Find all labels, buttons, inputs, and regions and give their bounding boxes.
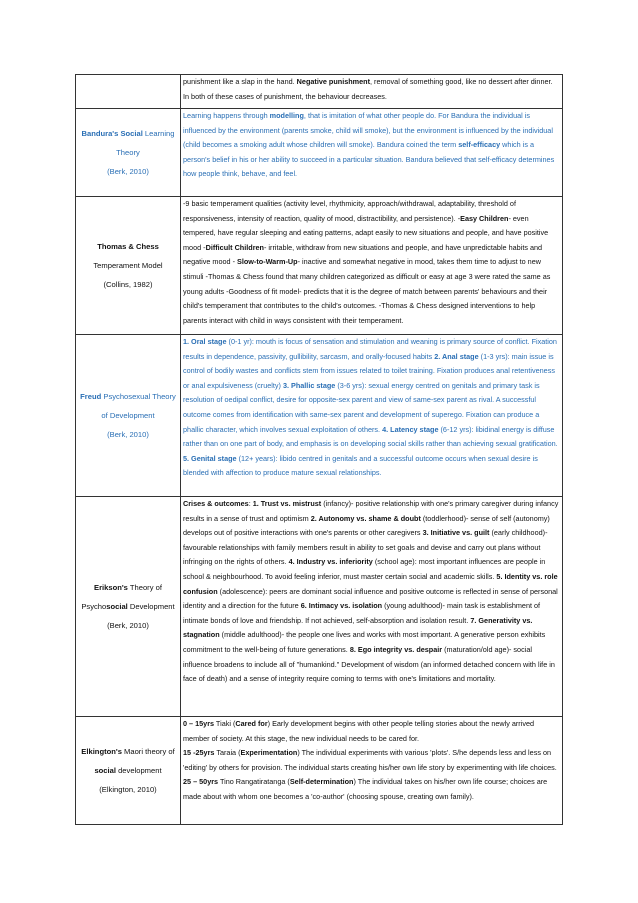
bold-term: Easy Children [460,213,509,223]
table-row [76,75,563,109]
theory-name-cell [76,75,181,109]
bold-term: 0 – 15yrs [183,719,215,728]
bold-term: 2. Anal stage [434,351,479,361]
bold-term: 2. Autonomy vs. shame & doubt [310,513,421,523]
theory-citation: (Berk, 2010) [107,430,149,439]
theory-description: punishment like a slap in the hand. Negative punishment, removal of something good, like no dessert after dinner. In both of these cases of punishment, the behaviour decreases. [181,75,563,109]
theory-name-line2-bold: social [106,602,128,611]
theory-name-cell [76,497,181,717]
bold-term: 4. Latency stage [382,424,439,434]
bold-term: 25 – 50yrs [183,777,219,787]
bold-term: Crises & outcomes [183,499,249,508]
bold-term: 3. Initiative vs. guilt [422,528,490,538]
bold-term: 5. Identity vs. role confusion [183,571,558,596]
bold-term: self-efficacy [458,140,501,150]
bold-term: 15 -25yrs [183,748,215,758]
bold-term: Negative punishment [296,77,370,86]
theory-description: Crises & outcomes: 1. Trust vs. mistrust (infancy)- positive relationship with one's primary caregiver during infancy results in a sense of trust and optimism 2. Autonomy vs. shame & doubt (toddlerhood)- sense of self (autonomy) develops out of positive interactions with one's parents or other caregivers 3. Initiative vs. guilt (early childhood)- favourable relationships with family members result in ability to set goals and devise and carry out plans without infringing on the rights of others. 4. Industry vs. inferiority (school age): most important influences are people in school & neighbourhood. To avoid feeling inferior, must master certain social and academic skills. 5. Identity vs. role confusion (adolescence): peers are dominant social influence and positive outcome is reflected in sense of personal identity and a direction for the future 6. Intimacy vs. isolation (young adulthood)- main task is establishment of intimate bonds of love and friendship. If not achieved, self-absorption and isolation result. 7. Generativity vs. stagnation (middle adulthood)- the people one lives and works with most important. A generative person exhibits commitment to the well-being of future generations. 8. Ego integrity vs. despair (maturation/old age)- social influence broadens to include all of "humankind." Development of wisdom (an informed detached concern with life in face of death) and a sense of integrity require coming to terms with one's limitations and mortality. [181,497,563,717]
bold-term: modelling [269,111,304,120]
theory-citation: (Elkington, 2010) [99,785,157,794]
bold-term: Experimentation [240,748,298,758]
theory-citation: (Berk, 2010) [107,621,149,630]
theory-name-cell [76,197,181,335]
theory-name-bold: Thomas & Chess [97,242,159,251]
theories-table [75,74,563,825]
bold-term: 1. Oral stage [183,337,227,346]
theory-name-rest: Maori theory of [121,747,175,756]
bold-term: 4. Industry vs. inferiority [288,557,373,567]
bold-term: 5. Genital stage [183,453,237,463]
theory-name-cell [76,109,181,197]
theory-name-line2-post: development [115,766,162,775]
table-row [76,197,563,335]
bold-term: 8. Ego integrity vs. despair [349,644,443,654]
theory-description: Learning happens through modelling, that is imitation of what other people do. For Bandura the individual is influenced by the environment (parents smoke, child will smoke), but the environment is influenced by the individual (child becomes a smoking adult whose children will smoke). Bandura coined the term self-efficacy which is a person's belief in his or her ability to succeed in a particular situation. Bandura believed that self-efficacy determines how people think, behave, and feel. [181,109,563,197]
theory-name-line2-bold: social [94,766,116,775]
theory-name-rest: Psychosexual Theory of Development [101,392,176,420]
table-row [76,497,563,717]
table-row [76,335,563,497]
bold-term: Difficult Children [205,242,264,252]
bold-term: Slow-to-Warm-Up [237,257,298,267]
bold-term: 1. Trust vs. mistrust [252,499,322,508]
theory-name-rest: Temperament Model [93,261,163,270]
theory-name-bold: Freud [80,392,102,401]
theory-description: -9 basic temperament qualities (activity level, rhythmicity, approach/withdrawal, adaptability, threshold of responsiveness, intensity of reaction, quality of mood, distractibility, and persistence). -Easy Children- even tempered, have regular sleeping and eating patterns, adapt easily to new situations and people, and have positive mood -Difficult Children- irritable, withdraw from new situations and people, and have unpredictable habits and negative mood - Slow-to-Warm-Up- inactive and somewhat negative in mood, takes them time to adjust to new stimuli -Thomas & Chess found that many children categorized as difficult or easy at age 3 were rated the same as young adults -Goodness of fit model- predicts that it is the degree of match between parents' behaviours and their child's temperament that contributes to the child's outcomes. -Thomas & Chess designed interventions to help parents interact with child in ways consistent with their temperament. [181,197,563,335]
theory-citation: (Berk, 2010) [107,167,149,176]
theory-citation: (Collins, 1982) [103,280,153,289]
theory-description: 0 – 15yrs Tiaki (Cared for) Early development begins with other people telling stories about the newly arrived member of society. At this stage, the new individual needs to be cared for. 15 -25yrs Taraia (Experimentation) The individual experiments with various 'plots'. S/he depends less and less on 'editing' by others for provision. The individual starts creating his/her own life story by experimenting with life choices. 25 – 50yrs Tino Rangatiratanga (Self-determination) The individual takes on his/her own life course; choices are made about with whom one becomes a 'co-author' (choosing spouse, creating own family). [181,717,563,825]
theory-name-cell [76,335,181,497]
bold-term: 6. Intimacy vs. isolation [300,601,383,611]
theory-name-cell [76,717,181,825]
bold-term: Self-determination [289,777,354,787]
bold-term: Cared for [235,719,268,728]
theory-name-bold: Erikson's [94,583,128,592]
theory-name-rest: Learning Theory [116,129,175,157]
theory-description: 1. Oral stage (0-1 yr): mouth is focus of sensation and stimulation and weaning is primary source of conflict. Fixation results in dependence, passivity, gullibility, sarcasm, and orally-focused habits 2. Anal stage (1-3 yrs): main issue is control of bodily wastes and conflicts stem from issues related to toilet training. Fixation produces anal retentiveness or anal expulsiveness (cruelty) 3. Phallic stage (3-6 yrs): sexual energy centred on genitals and primary task is resolution of oedipal conflict, desire for opposite-sex parent and view of same-sex parent as rival. A successful outcome comes from identification with same-sex parent and development of superego. Fixation can produce a phallic character, which involves sexual exploitation of others. 4. Latency stage (6-12 yrs): libidinal energy is diffuse rather than on one part of body, and emphasis is on developing social skills rather than achieving sexual gratification. 5. Genital stage (12+ years): libido centred in genitals and a successful outcome occurs when sexual desire is blended with affection to produce mature sexual relationships. [181,335,563,497]
table-row [76,109,563,197]
table-row [76,717,563,825]
theory-name-line2-post: Development [127,602,175,611]
bold-term: 7. Generativity vs. stagnation [183,615,533,640]
bold-term: 3. Phallic stage [282,380,336,390]
theory-name-line2-pre: Psycho [81,602,107,611]
theory-name-rest: Theory of [127,583,162,592]
theory-name-bold: Bandura's Social [81,129,143,138]
theory-name-bold: Elkington's [81,747,122,756]
